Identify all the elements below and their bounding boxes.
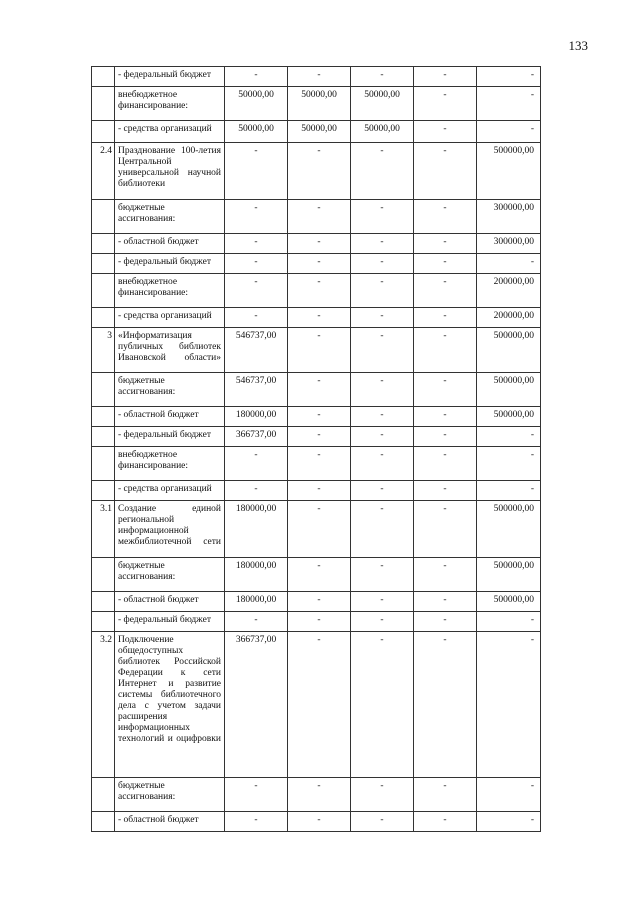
amount-cell-3: -	[351, 592, 414, 612]
amount-cell-1: 546737,00	[225, 373, 288, 407]
amount-cell-4: -	[414, 447, 477, 481]
amount-cell-3: -	[351, 328, 414, 373]
amount-cell-1: 180000,00	[225, 501, 288, 558]
amount-cell-2: -	[288, 373, 351, 407]
table-row	[92, 632, 541, 778]
amount-cell-3: -	[351, 501, 414, 558]
amount-cell-3: -	[351, 254, 414, 274]
amount-cell-5: -	[477, 481, 541, 501]
amount-cell-5: 500000,00	[477, 558, 541, 592]
amount-cell-5: -	[477, 778, 541, 812]
row-number	[92, 121, 115, 143]
amount-cell-3: -	[351, 407, 414, 427]
row-number	[92, 308, 115, 328]
amount-cell-3: -	[351, 274, 414, 308]
table-row	[92, 558, 541, 592]
amount-cell-4: -	[414, 407, 477, 427]
amount-cell-2: -	[288, 632, 351, 778]
amount-cell-5: 500000,00	[477, 328, 541, 373]
row-number: 3.1	[92, 501, 115, 558]
amount-cell-4: -	[414, 481, 477, 501]
row-name: - средства организаций	[115, 121, 225, 143]
table-row	[92, 308, 541, 328]
amount-cell-4: -	[414, 121, 477, 143]
amount-cell-1: -	[225, 447, 288, 481]
amount-cell-4: -	[414, 632, 477, 778]
row-name: Создание единой региональной информационной межбиблиотечной сети	[115, 501, 225, 558]
table-row	[92, 87, 541, 121]
row-number	[92, 234, 115, 254]
row-name: - областной бюджет	[115, 592, 225, 612]
amount-cell-4: -	[414, 274, 477, 308]
amount-cell-4: -	[414, 501, 477, 558]
amount-cell-2: -	[288, 778, 351, 812]
amount-cell-3: -	[351, 447, 414, 481]
amount-cell-1: -	[225, 481, 288, 501]
table-row	[92, 328, 541, 373]
amount-cell-1: 180000,00	[225, 592, 288, 612]
row-name: - областной бюджет	[115, 407, 225, 427]
amount-cell-2: -	[288, 67, 351, 87]
amount-cell-3: -	[351, 308, 414, 328]
amount-cell-5: -	[477, 67, 541, 87]
amount-cell-5: 300000,00	[477, 200, 541, 234]
amount-cell-3: 50000,00	[351, 87, 414, 121]
amount-cell-4: -	[414, 143, 477, 200]
amount-cell-4: -	[414, 200, 477, 234]
amount-cell-2: -	[288, 501, 351, 558]
amount-cell-3: -	[351, 481, 414, 501]
table-row	[92, 274, 541, 308]
amount-cell-5: -	[477, 447, 541, 481]
row-name: - федеральный бюджет	[115, 67, 225, 87]
amount-cell-5: 500000,00	[477, 501, 541, 558]
amount-cell-2: -	[288, 427, 351, 447]
amount-cell-1: -	[225, 274, 288, 308]
amount-cell-5: 500000,00	[477, 373, 541, 407]
amount-cell-1: 180000,00	[225, 407, 288, 427]
table-row	[92, 67, 541, 87]
table-row	[92, 234, 541, 254]
amount-cell-5: 500000,00	[477, 143, 541, 200]
table-row	[92, 612, 541, 632]
amount-cell-2: -	[288, 558, 351, 592]
row-number	[92, 427, 115, 447]
row-name: - федеральный бюджет	[115, 254, 225, 274]
amount-cell-1: 180000,00	[225, 558, 288, 592]
row-number	[92, 481, 115, 501]
amount-cell-1: -	[225, 67, 288, 87]
row-name: внебюджетное финансирование:	[115, 447, 225, 481]
amount-cell-1: 366737,00	[225, 632, 288, 778]
row-number	[92, 812, 115, 832]
row-name: - областной бюджет	[115, 234, 225, 254]
amount-cell-4: -	[414, 558, 477, 592]
amount-cell-1: -	[225, 612, 288, 632]
amount-cell-4: -	[414, 308, 477, 328]
amount-cell-4: -	[414, 778, 477, 812]
amount-cell-5: -	[477, 121, 541, 143]
row-number: 3.2	[92, 632, 115, 778]
amount-cell-1: -	[225, 778, 288, 812]
amount-cell-4: -	[414, 87, 477, 121]
amount-cell-5: -	[477, 427, 541, 447]
amount-cell-1: -	[225, 234, 288, 254]
amount-cell-5: 200000,00	[477, 274, 541, 308]
row-name: Подключение общедоступных библиотек Российской Федерации к сети Интернет и развитие системы библиотечного дела с учетом задачи расширения информационных технологий и оцифровки	[115, 632, 225, 778]
table-row	[92, 373, 541, 407]
amount-cell-4: -	[414, 592, 477, 612]
funding-table-body	[92, 67, 541, 832]
amount-cell-5: -	[477, 632, 541, 778]
row-number	[92, 612, 115, 632]
row-name: - федеральный бюджет	[115, 427, 225, 447]
row-number	[92, 592, 115, 612]
amount-cell-4: -	[414, 328, 477, 373]
amount-cell-1: 366737,00	[225, 427, 288, 447]
table-row	[92, 143, 541, 200]
amount-cell-5: -	[477, 812, 541, 832]
table-row	[92, 812, 541, 832]
row-name: внебюджетное финансирование:	[115, 87, 225, 121]
amount-cell-4: -	[414, 427, 477, 447]
row-number	[92, 407, 115, 427]
row-name: Празднование 100-летия Центральной универсальной научной библиотеки	[115, 143, 225, 200]
row-name: бюджетные ассигнования:	[115, 373, 225, 407]
row-number: 3	[92, 328, 115, 373]
amount-cell-2: -	[288, 143, 351, 200]
table-row	[92, 121, 541, 143]
row-name: бюджетные ассигнования:	[115, 558, 225, 592]
page-number: 133	[568, 38, 588, 53]
funding-table	[91, 66, 541, 832]
table-row	[92, 501, 541, 558]
amount-cell-5: 500000,00	[477, 407, 541, 427]
amount-cell-3: 50000,00	[351, 121, 414, 143]
row-name: - федеральный бюджет	[115, 612, 225, 632]
amount-cell-5: 500000,00	[477, 592, 541, 612]
amount-cell-2: -	[288, 407, 351, 427]
amount-cell-1: -	[225, 308, 288, 328]
row-number	[92, 447, 115, 481]
row-name: - средства организаций	[115, 308, 225, 328]
amount-cell-1: 50000,00	[225, 87, 288, 121]
row-number	[92, 274, 115, 308]
row-name: «Информатизация публичных библиотек Ивановской области»	[115, 328, 225, 373]
row-number	[92, 87, 115, 121]
amount-cell-2: 50000,00	[288, 121, 351, 143]
amount-cell-2: -	[288, 812, 351, 832]
amount-cell-2: -	[288, 274, 351, 308]
amount-cell-5: -	[477, 612, 541, 632]
amount-cell-4: -	[414, 67, 477, 87]
amount-cell-2: -	[288, 481, 351, 501]
amount-cell-3: -	[351, 234, 414, 254]
amount-cell-2: -	[288, 328, 351, 373]
amount-cell-5: 300000,00	[477, 234, 541, 254]
amount-cell-3: -	[351, 427, 414, 447]
row-number	[92, 778, 115, 812]
row-number: 2.4	[92, 143, 115, 200]
amount-cell-2: 50000,00	[288, 87, 351, 121]
row-number	[92, 67, 115, 87]
amount-cell-4: -	[414, 234, 477, 254]
row-number	[92, 373, 115, 407]
row-number	[92, 200, 115, 234]
row-name: бюджетные ассигнования:	[115, 200, 225, 234]
row-name: - средства организаций	[115, 481, 225, 501]
amount-cell-2: -	[288, 200, 351, 234]
row-number	[92, 254, 115, 274]
table-row	[92, 447, 541, 481]
table-row	[92, 778, 541, 812]
amount-cell-2: -	[288, 254, 351, 274]
amount-cell-3: -	[351, 778, 414, 812]
amount-cell-1: -	[225, 200, 288, 234]
amount-cell-3: -	[351, 67, 414, 87]
amount-cell-1: -	[225, 812, 288, 832]
amount-cell-3: -	[351, 143, 414, 200]
amount-cell-3: -	[351, 373, 414, 407]
amount-cell-1: -	[225, 143, 288, 200]
amount-cell-4: -	[414, 254, 477, 274]
amount-cell-5: -	[477, 254, 541, 274]
amount-cell-1: 50000,00	[225, 121, 288, 143]
row-name: бюджетные ассигнования:	[115, 778, 225, 812]
amount-cell-3: -	[351, 812, 414, 832]
amount-cell-4: -	[414, 812, 477, 832]
table-row	[92, 481, 541, 501]
amount-cell-5: 200000,00	[477, 308, 541, 328]
row-number	[92, 558, 115, 592]
row-name: - областной бюджет	[115, 812, 225, 832]
amount-cell-3: -	[351, 558, 414, 592]
table-row	[92, 427, 541, 447]
amount-cell-3: -	[351, 612, 414, 632]
amount-cell-3: -	[351, 200, 414, 234]
amount-cell-2: -	[288, 592, 351, 612]
amount-cell-4: -	[414, 612, 477, 632]
table-row	[92, 407, 541, 427]
amount-cell-2: -	[288, 447, 351, 481]
amount-cell-2: -	[288, 612, 351, 632]
amount-cell-1: -	[225, 254, 288, 274]
amount-cell-5: -	[477, 87, 541, 121]
amount-cell-4: -	[414, 373, 477, 407]
table-row	[92, 592, 541, 612]
table-row	[92, 254, 541, 274]
amount-cell-1: 546737,00	[225, 328, 288, 373]
amount-cell-2: -	[288, 308, 351, 328]
amount-cell-3: -	[351, 632, 414, 778]
amount-cell-2: -	[288, 234, 351, 254]
row-name: внебюджетное финансирование:	[115, 274, 225, 308]
table-row	[92, 200, 541, 234]
